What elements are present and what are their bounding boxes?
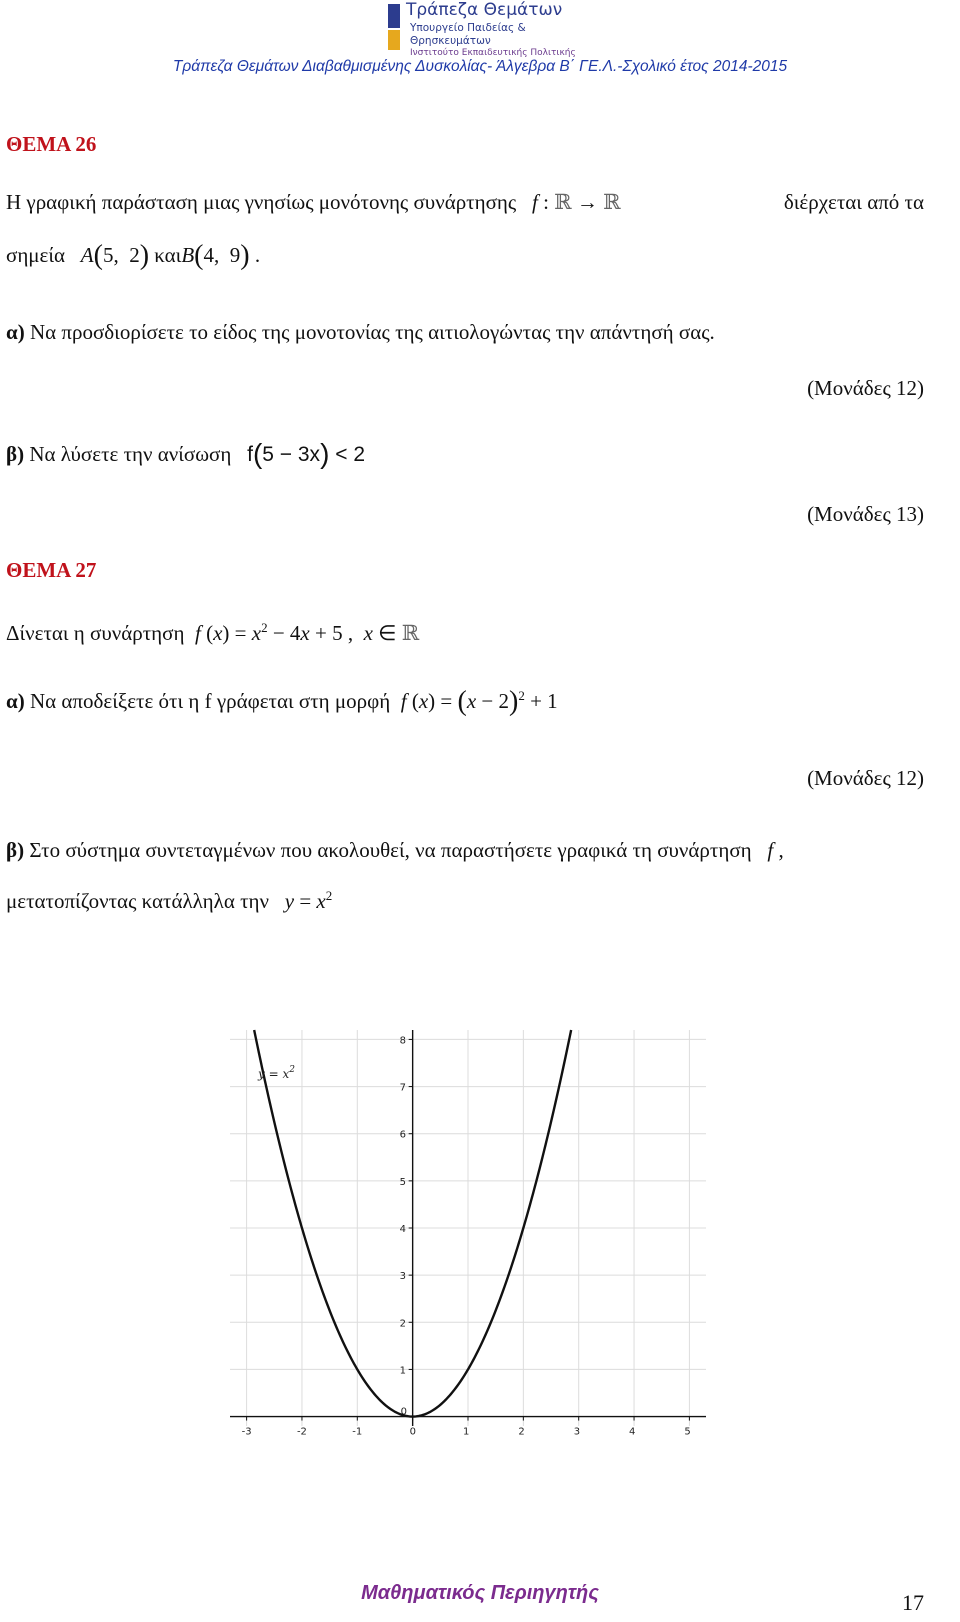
x-tick-label: 5	[684, 1426, 691, 1438]
logo-mark	[388, 4, 400, 50]
theme26-intro-text: Η γραφική παράσταση μιας γνησίως μονότονης συνάρτησης	[6, 190, 517, 214]
theme26-part-a-label: α)	[6, 320, 25, 344]
x-tick-label: -2	[296, 1426, 307, 1438]
theme26-heading: ΘΕΜΑ 26	[6, 132, 97, 156]
page-subtitle: Τράπεζα Θεμάτων Διαβαθμισμένης Δυσκολίας- Άλγεβρα Β΄ ΓΕ.Λ.-Σχολικό έτος 2014-2015	[172, 58, 788, 75]
theme26-units-a: (Μονάδες 12)	[807, 376, 924, 400]
theme27-part-b-text: Στο σύστημα συντεταγμένων που ακολουθεί, να παραστήσετε γραφικά τη συνάρτηση	[29, 838, 752, 862]
origin-label: 0	[400, 1406, 408, 1418]
theme27-heading: ΘΕΜΑ 27	[6, 558, 97, 582]
logo-line3: Ινστιτούτο Εκπαιδευτικής Πολιτικής	[410, 48, 576, 58]
y-tick-label: 5	[399, 1176, 407, 1188]
y-tick-label: 8	[399, 1035, 407, 1047]
y-tick-label: 2	[399, 1318, 407, 1330]
curve-label: $y = x^2$	[258, 1065, 295, 1081]
theme27-part-b2-text: μετατοπίζοντας κατάλληλα την	[6, 889, 269, 913]
theme27-part-b2: μετατοπίζοντας κατάλληλα την $y = x^2$	[6, 888, 333, 913]
theme26-part-b: β) Να λύσετε την ανίσωση f(5 − 3x) < 2	[6, 438, 366, 469]
x-tick-label: -1	[352, 1426, 363, 1438]
y-tick-label: 1	[399, 1365, 407, 1377]
page-number: 17	[902, 1590, 924, 1615]
x-tick-label: 4	[629, 1426, 636, 1438]
theme26-part-b-text: Να λύσετε την ανίσωση	[29, 442, 232, 466]
x-tick-label: 1	[463, 1426, 470, 1438]
theme26-units-b: (Μονάδες 13)	[807, 502, 924, 526]
theme26-intro-end: διέρχεται από τα	[783, 190, 924, 214]
theme26-part-a	[6, 320, 715, 345]
y-tick-label: 6	[399, 1129, 407, 1141]
footer-title: Μαθηματικός Περιηγητής	[361, 1582, 599, 1604]
theme27-given: Δίνεται η συνάρτηση f $(x) = x^2 - 4x + 5$ , x ∈ ℝ	[6, 620, 420, 645]
logo-title: Τράπεζα Θεμάτων	[406, 0, 563, 20]
theme27-part-a-text: Να αποδείξετε ότι η f γράφεται στη μορφή	[29, 689, 391, 713]
x-tick-label: -3	[241, 1426, 252, 1438]
theme26-points-prefix: σημεία	[6, 243, 66, 267]
y-tick-label: 7	[399, 1082, 407, 1094]
logo-line2: Θρησκευμάτων	[410, 35, 491, 47]
x-tick-label: 3	[573, 1426, 581, 1438]
x-tick-label: 0	[409, 1426, 417, 1438]
parabola-graph	[226, 1026, 710, 1452]
theme26-intro: Η γραφική παράσταση μιας γνησίως μονότονης συνάρτησης f : ℝ → ℝ	[6, 190, 621, 214]
theme27-part-b-label: β)	[6, 838, 25, 862]
theme27-part-a-label: α)	[6, 689, 25, 713]
theme27-given-text: Δίνεται η συνάρτηση	[6, 621, 185, 645]
theme27-part-a: α) Να αποδείξετε ότι η f γράφεται στη μορφή f $(x) = (x - 2)^2 + 1$	[6, 686, 558, 717]
theme26-points: σημεία A(5, 2) καιB(4, 9) .	[6, 240, 261, 271]
y-tick-label: 4	[399, 1224, 407, 1235]
y-tick-label: 3	[399, 1271, 407, 1283]
logo-line1: Υπουργείο Παιδείας &	[410, 22, 526, 34]
theme26-part-b-label: β)	[6, 442, 25, 466]
logo	[388, 2, 578, 58]
x-tick-label: 2	[518, 1426, 525, 1438]
theme26-part-a-text: Να προσδιορίσετε το είδος της μονοτονίας της αιτιολογώντας την απάντησή σας.	[29, 320, 715, 344]
theme27-part-b: β) Στο σύστημα συντεταγμένων που ακολουθεί, να παραστήσετε γραφικά τη συνάρτηση f ,	[6, 838, 784, 862]
theme27-units-a: (Μονάδες 12)	[807, 766, 924, 790]
theme26-points-conj: και	[154, 243, 182, 267]
graph-tick-labels	[242, 1035, 691, 1437]
